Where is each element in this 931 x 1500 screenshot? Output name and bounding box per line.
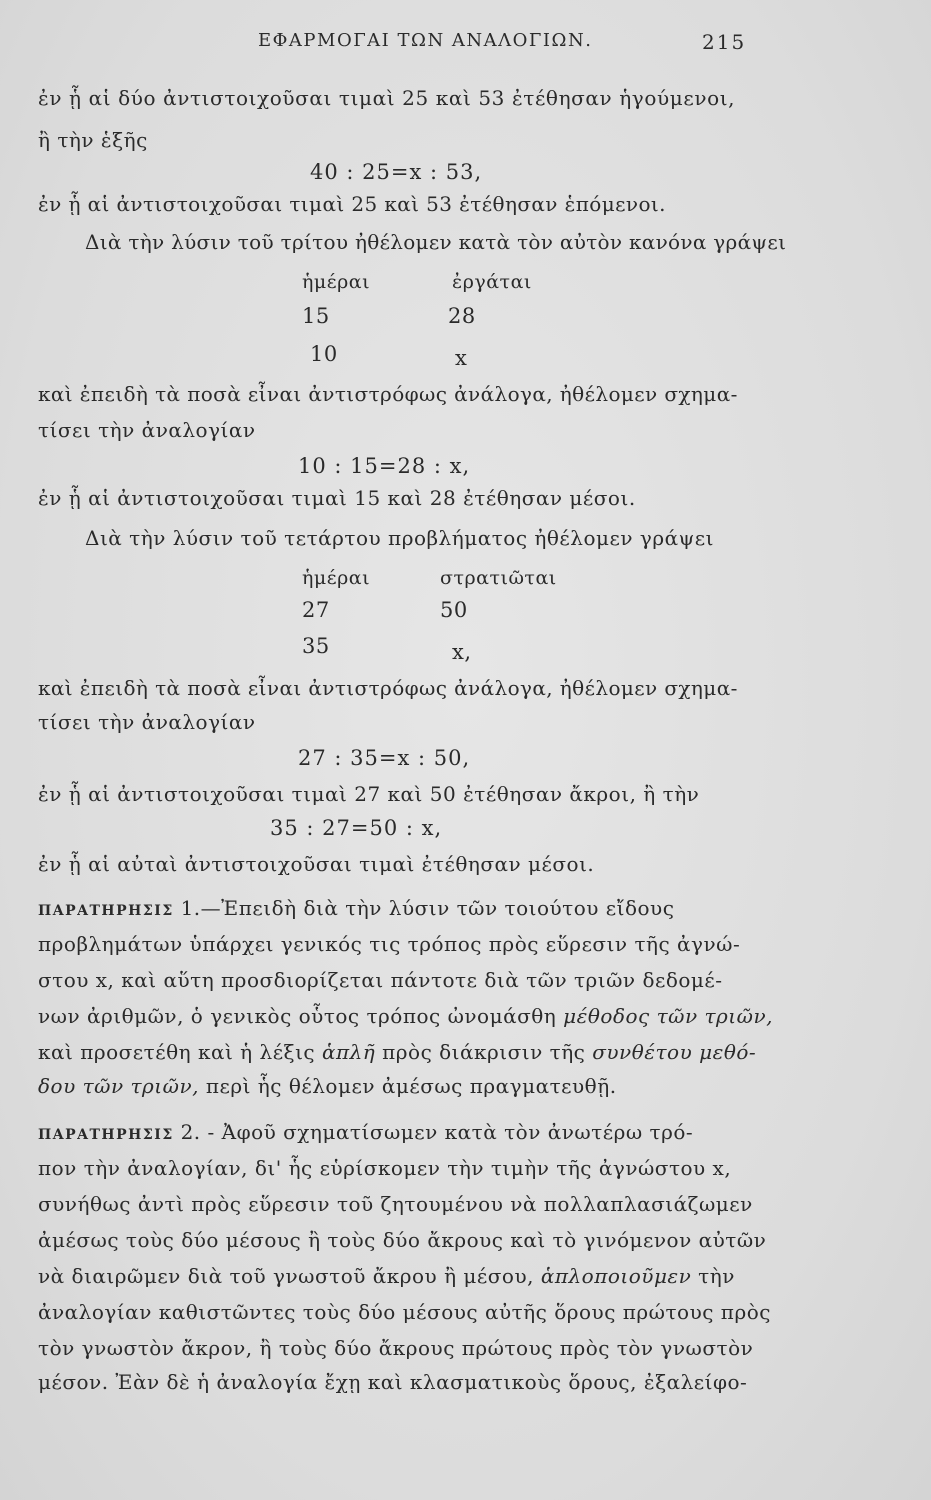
remark-number: 1. [180,896,201,920]
table1-cell: x [455,346,468,370]
italic-term: συνθέτου μεθό- [592,1040,757,1064]
italic-term: δου τῶν τριῶν, [38,1074,199,1098]
text-line: καὶ ἐπειδὴ τὰ ποσὰ εἶναι ἀντιστρόφως ἀνάλογα, ἠθέλομεν σχημα- [38,676,738,700]
table1-header-col2: ἐργάται [452,271,532,293]
text-line: ἢ τὴν ἑξῆς [38,128,148,152]
page-number: 215 [702,30,747,54]
table1-header-col1: ἡμέραι [302,271,371,293]
remark-1-line [38,1074,617,1098]
table1-cell: 15 [302,304,330,328]
table2-header-col2: στρατιῶται [440,567,557,589]
text-line: τίσει τὴν ἀναλογίαν [38,418,256,442]
remark-2-line: συνήθως ἀντὶ πρὸς εὕρεσιν τοῦ ζητουμένου νὰ πολλαπλασιάζωμεν [38,1192,753,1216]
remark-text: —Ἐπειδὴ διὰ τὴν λύσιν τῶν τοιούτου εἴδους [200,896,675,920]
text-line: Διὰ τὴν λύσιν τοῦ τετάρτου προβλήματος ἠθέλομεν γράψει [85,526,714,550]
remark-number: 2. [180,1120,201,1144]
text-line: καὶ ἐπειδὴ τὰ ποσὰ εἶναι ἀντιστρόφως ἀνάλογα, ἠθέλομεν σχημα- [38,382,738,406]
text-line: Διὰ τὴν λύσιν τοῦ τρίτου ἠθέλομεν κατὰ τὸν αὐτὸν κανόνα γράψει [85,230,787,254]
remark-1-line [38,1040,756,1064]
remark-text: - Ἀφοῦ σχηματίσωμεν κατὰ τὸν ἀνωτέρω τρό- [207,1120,694,1144]
proportion-formula: 27 : 35=x : 50, [298,746,471,770]
text-line: ἐν ᾗ αἱ δύο ἀντιστοιχοῦσαι τιμαὶ 25 καὶ 53 ἐτέθησαν ἡγούμενοι, [38,86,736,110]
proportion-formula: 10 : 15=28 : x, [298,454,471,478]
remark-text: τὴν [691,1264,735,1288]
remark-2-line: τὸν γνωστὸν ἄκρον, ἢ τοὺς δύο ἄκρους πρώτους πρὸς τὸν γνωστὸν [38,1336,754,1360]
text-line: ἐν ᾗ αἱ ἀντιστοιχοῦσαι τιμαὶ 25 καὶ 53 ἐτέθησαν ἑπόμενοι. [38,192,666,216]
remark-2-line [38,1264,735,1288]
remark-1-line: προβλημάτων ὑπάρχει γενικός τις τρόπος πρὸς εὕρεσιν τῆς ἀγνώ- [38,932,741,956]
remark-text: καὶ προσετέθη καὶ ἡ λέξις [38,1040,322,1064]
table1-cell: 10 [310,342,338,366]
remark-2-line: μέσον. Ἐὰν δὲ ἡ ἀναλογία ἔχῃ καὶ κλασματικοὺς ὅρους, ἐξαλείφο- [38,1370,748,1394]
remark-1-line: στου x, καὶ αὕτη προσδιορίζεται πάντοτε διὰ τῶν τριῶν δεδομέ- [38,968,723,992]
remark-label: ΠΑΡΑΤΗΡΗΣΙΣ [38,1127,174,1143]
table1-cell: 28 [448,304,476,328]
italic-term: ἁπλῆ [321,1040,376,1064]
remark-text: περὶ ἧς θέλομεν ἀμέσως πραγματευθῇ. [198,1074,617,1098]
remark-1-line [38,1004,773,1028]
table2-header-col1: ἡμέραι [302,567,371,589]
table2-cell: 35 [302,634,330,658]
proportion-formula: 40 : 25=x : 53, [310,160,483,184]
text-line: ἐν ᾗ αἱ αὐταὶ ἀντιστοιχοῦσαι τιμαὶ ἐτέθησαν μέσοι. [38,852,595,876]
remark-2-line: πον τὴν ἀναλογίαν, δι' ἧς εὑρίσκομεν τὴν τιμὴν τῆς ἀγνώστου x, [38,1156,732,1180]
remark-text: νὰ διαιρῶμεν διὰ τοῦ γνωστοῦ ἄκρου ἢ μέσου, [38,1264,541,1288]
table2-cell: 50 [440,598,468,622]
remark-text: νων ἀριθμῶν, ὁ γενικὸς οὗτος τρόπος ὠνομάσθη [38,1004,564,1028]
italic-term: ἁπλοποιοῦμεν [540,1264,692,1288]
text-line: ἐν ᾗ αἱ ἀντιστοιχοῦσαι τιμαὶ 15 καὶ 28 ἐτέθησαν μέσοι. [38,486,636,510]
table2-cell: 27 [302,598,330,622]
table2-cell: x, [452,640,472,664]
proportion-formula: 35 : 27=50 : x, [270,816,443,840]
remark-text: πρὸς διάκρισιν τῆς [375,1040,593,1064]
remark-2-line: ἀμέσως τοὺς δύο μέσους ἢ τοὺς δύο ἄκρους καὶ τὸ γινόμενον αὐτῶν [38,1228,767,1252]
remark-1-line [38,896,674,923]
remark-2-line [38,1120,693,1147]
remark-label: ΠΑΡΑΤΗΡΗΣΙΣ [38,903,174,919]
text-line: τίσει τὴν ἀναλογίαν [38,710,256,734]
remark-2-line: ἀναλογίαν καθιστῶντες τοὺς δύο μέσους αὐτῆς ὅρους πρώτους πρὸς [38,1300,771,1324]
text-line: ἐν ᾗ αἱ ἀντιστοιχοῦσαι τιμαὶ 27 καὶ 50 ἐτέθησαν ἄκροι, ἢ τὴν [38,782,700,806]
running-header: ΕΦΑΡΜΟΓΑΙ ΤΩΝ ΑΝΑΛΟΓΙΩΝ. [258,30,593,51]
italic-term: μέθοδος τῶν τριῶν, [563,1004,773,1028]
